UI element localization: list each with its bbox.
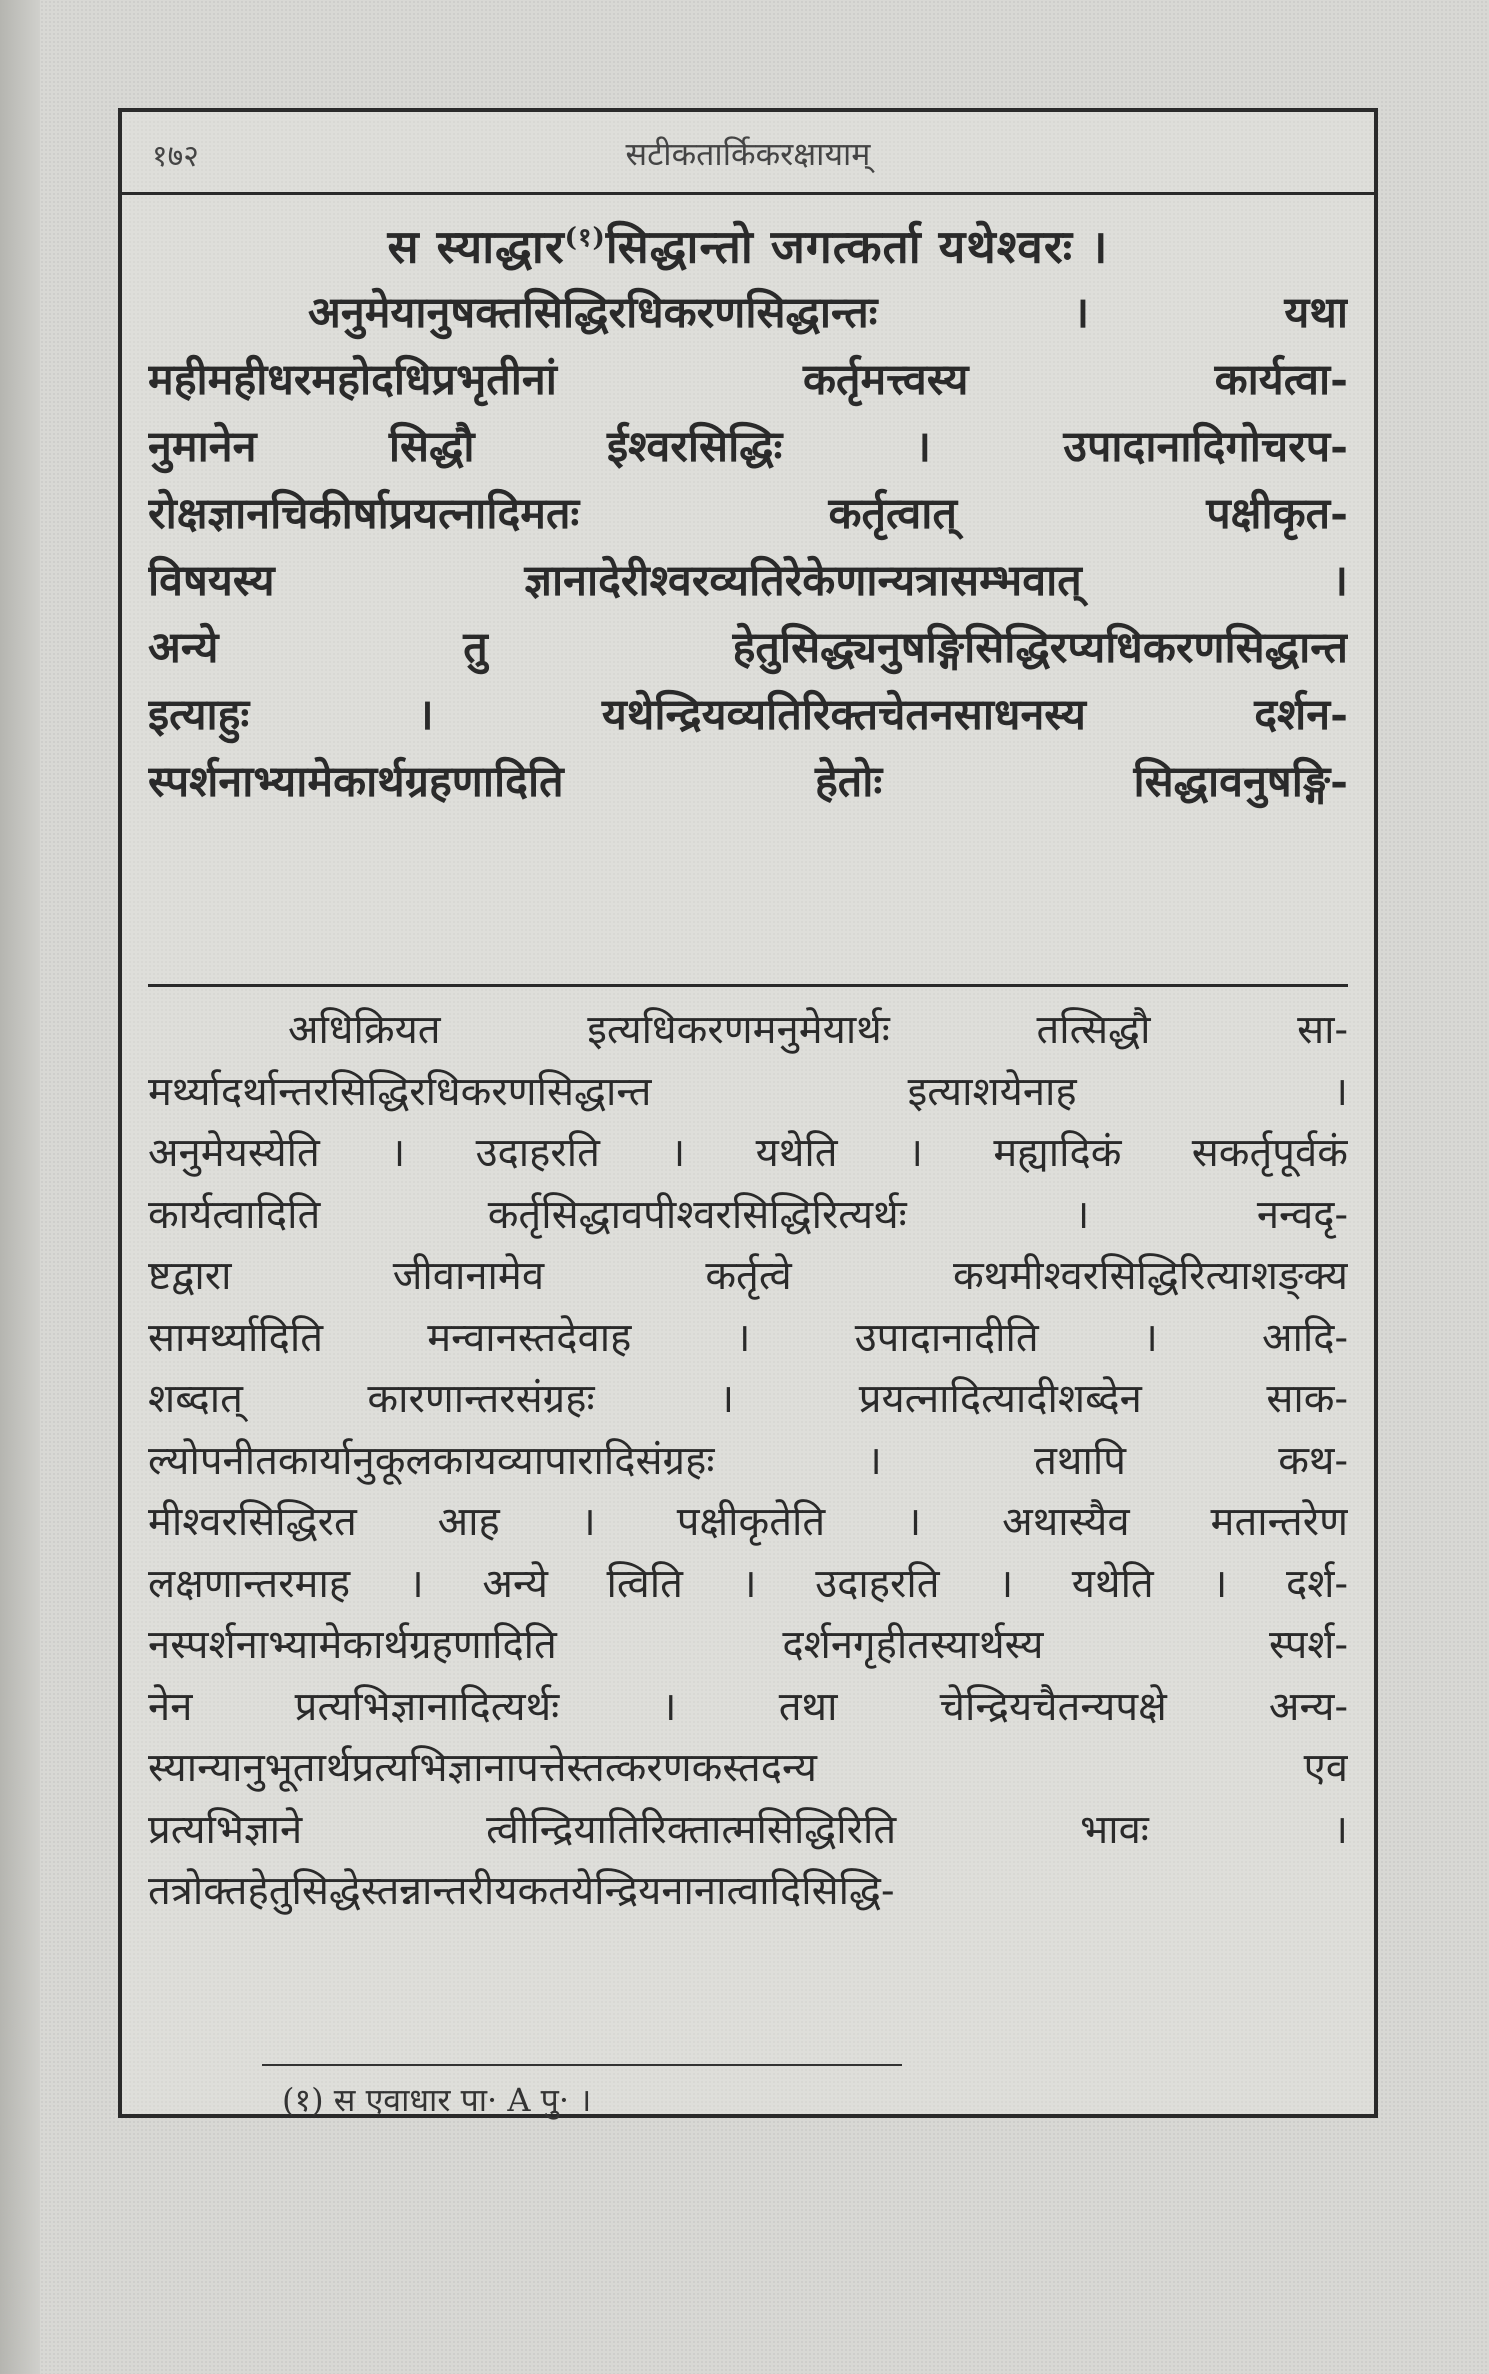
footnote-marker: (१) — [564, 223, 606, 253]
commentary-line: कार्यत्वादिति कर्तृसिद्धावपीश्वरसिद्धिरित्यर्थः । नन्वदृ- — [148, 1191, 1348, 1238]
commentary-line: अनुमेयस्येति । उदाहरति । यथेति । मह्यादिकं सकर्तृपूर्वकं — [148, 1130, 1348, 1176]
page-header — [122, 112, 1374, 195]
verse-line — [148, 204, 1348, 280]
section-divider — [148, 984, 1348, 987]
commentary-line: नेन प्रत्यभिज्ञानादित्यर्थः । तथा चेन्द्रियचैतन्यपक्षे अन्य- — [148, 1683, 1348, 1730]
footnote: (१) स एवाधार पा· A पु· । — [282, 2081, 592, 2119]
running-title: सटीकतार्किकरक्षायाम् — [625, 135, 871, 173]
book-gutter — [0, 0, 40, 2374]
main-text-line: अन्ये तु हेतुसिद्ध्यनुषङ्गिसिद्धिरप्यधिकरणसिद्धान्त — [148, 623, 1348, 674]
commentary-line: ष्टद्वारा जीवानामेव कर्तृत्वे कथमीश्वरसिद्धिरित्याशङ्क्य — [148, 1253, 1348, 1299]
verse-start: स स्याद्धार — [387, 219, 565, 274]
commentary-line: मीश्वरसिद्धिरत आह । पक्षीकृतेति । अथास्यैव मतान्तरेण — [148, 1499, 1348, 1545]
main-text-line: स्पर्शनाभ्यामेकार्थग्रहणादिति हेतोः सिद्धावनुषङ्गि- — [148, 757, 1348, 808]
commentary-line: लक्षणान्तरमाह । अन्ये त्विति । उदाहरति । यथेति । दर्श- — [148, 1560, 1348, 1607]
main-text — [148, 204, 1348, 816]
page-frame — [118, 108, 1378, 2118]
commentary-line: प्रत्यभिज्ञाने त्वीन्द्रियातिरिक्तात्मसिद्धिरिति भावः । — [148, 1806, 1348, 1853]
main-text-line: रोक्षज्ञानचिकीर्षाप्रयत्नादिमतः कर्तृत्वात् पक्षीकृत- — [148, 489, 1348, 540]
commentary-line: तत्रोक्तहेतुसिद्धेस्तन्नान्तरीयकतयेन्द्रियनानात्वादिसिद्धि- — [148, 1868, 895, 1914]
main-text-line: इत्याहुः । यथेन्द्रियव्यतिरिक्तचेतनसाधनस्य दर्शन- — [148, 690, 1348, 741]
page-number: १७२ — [152, 139, 199, 174]
footnote-divider — [262, 2064, 902, 2066]
commentary-line: अधिक्रियत इत्यधिकरणमनुमेयार्थः तत्सिद्धौ सा- — [288, 1007, 1348, 1053]
commentary-line: सामर्थ्यादिति मन्वानस्तदेवाह । उपादानादीति । आदि- — [148, 1314, 1348, 1361]
main-text-line: महीमहीधरमहोदधिप्रभृतीनां कर्तृमत्त्वस्य कार्यत्वा- — [148, 355, 1348, 406]
verse-end: सिद्धान्तो जगत्कर्ता यथेश्वरः । — [605, 219, 1109, 274]
commentary-text — [148, 1000, 1348, 1923]
commentary-line: ल्योपनीतकार्यानुकूलकायव्यापारादिसंग्रहः । तथापि कथ- — [148, 1437, 1348, 1484]
commentary-line: स्यान्यानुभूतार्थप्रत्यभिज्ञानापत्तेस्तत्करणकस्तदन्य एव — [148, 1745, 1348, 1791]
main-text-line: नुमानेन सिद्धौ ईश्वरसिद्धिः । उपादानादिगोचरप- — [148, 422, 1348, 473]
main-text-line: विषयस्य ज्ञानादेरीश्वरव्यतिरेकेणान्यत्रासम्भवात् । — [148, 556, 1348, 607]
commentary-line: शब्दात् कारणान्तरसंग्रहः । प्रयत्नादित्यादीशब्देन साक- — [148, 1376, 1348, 1422]
main-text-line: अनुमेयानुषक्तसिद्धिरधिकरणसिद्धान्तः । यथा — [308, 288, 1348, 339]
commentary-line: मर्थ्यादर्थान्तरसिद्धिरधिकरणसिद्धान्त इत्याशयेनाह । — [148, 1068, 1348, 1115]
commentary-line: नस्पर्शनाभ्यामेकार्थग्रहणादिति दर्शनगृहीतस्यार्थस्य स्पर्श- — [148, 1622, 1348, 1668]
